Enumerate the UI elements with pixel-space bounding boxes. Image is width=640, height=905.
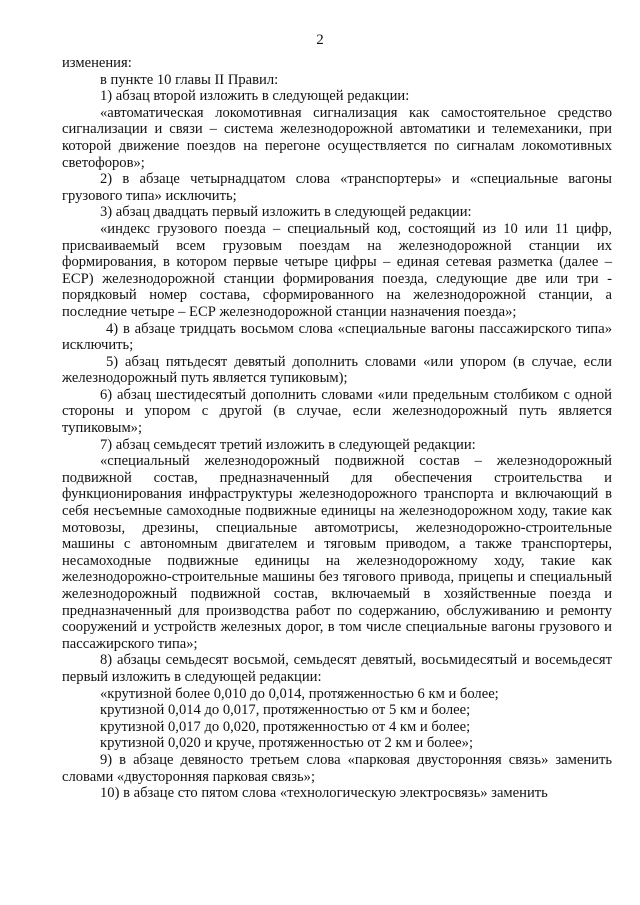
quote-slope-line: крутизной 0,020 и круче, протяженностью от 2 км и более»;: [100, 735, 474, 752]
para-item-10: 10) в абзаце сто пятом слова «технологическую электросвязь» заменить: [100, 785, 548, 802]
para-item-1: 1) абзац второй изложить в следующей редакции:: [100, 88, 410, 105]
para-item-5: 5) абзац пятьдесят девятый дополнить словами «или упором (в случае, если железнодорожный путь является тупиковым);: [62, 353, 612, 387]
quote-slope-line: крутизной 0,014 до 0,017, протяженностью от 5 км и более;: [100, 702, 471, 719]
quote-item-1: «автоматическая локомотивная сигнализация как самостоятельное средство сигнализации и связи – система железнодорожной автоматики и телемеханики, при которой движение поездов на перегоне осуществляется по сигналам локомотивных светофоров»;: [62, 104, 612, 171]
para-continuation: изменения:: [62, 55, 132, 71]
para-item-6: 6) абзац шестидесятый дополнить словами «или предельным столбиком с одной стороны и упором с другой (в случае, если железнодорожный путь является тупиковым»;: [62, 386, 612, 437]
page-number: 2: [316, 32, 324, 48]
quote-slope-line: «крутизной более 0,010 до 0,014, протяженностью 6 км и более;: [100, 685, 499, 702]
para-item-3: 3) абзац двадцать первый изложить в следующей редакции:: [100, 204, 472, 221]
quote-slope-line: крутизной 0,017 до 0,020, протяженностью от 4 км и более;: [100, 718, 471, 735]
quote-item-7: «специальный железнодорожный подвижной состав – железнодорожный подвижной состав, предназначенный для обеспечения строительства и функционирования инфраструктуры железнодорожного транспорта и включающий в себя несъемные самоходные подвижные единицы на железнодорожном ходу, такие как мотовозы, дрезины, специальные автомотрисы, железнодорожно-строительные машины с автономным двигателем и тяговым приводом, а также транспортеры, несамоходные подвижные единицы на железнодорожному ходу, такие как железнодорожно-строительные машины без тягового привода, прицепы и специальный железнодорожный подвижной состав, включаемый в хозяйственные поезда и предназначенный для производства работ по содержанию, обслуживанию и ремонту сооружений и устройств железных дорог, в том числе специальные вагоны грузового и пассажирского типа»;: [62, 453, 612, 652]
para-item-9: 9) в абзаце девяносто третьем слова «парковая двусторонняя связь» заменить словами «двусторонняя парковая связь»;: [62, 751, 612, 785]
para-clause-heading: в пункте 10 главы II Правил:: [100, 71, 279, 88]
document-body: [62, 55, 612, 802]
quote-item-3: «индекс грузового поезда – специальный код, состоящий из 10 или 11 цифр, присваиваемый всем грузовым поездам на железнодорожной станции их формирования, в котором первые четыре цифры – единая сетевая разметка (далее – ЕСР) железнодорожной станции формирования поезда, следующие две или три - порядковый номер состава, сформированного на железнодорожной станции, а последние четыре – ЕСР железнодорожной станции назначения поезда»;: [62, 220, 612, 320]
para-item-7: 7) абзац семьдесят третий изложить в следующей редакции:: [100, 436, 476, 453]
para-item-2: 2) в абзаце четырнадцатом слова «транспортеры» и «специальные вагоны грузового типа» исключить;: [62, 171, 612, 204]
para-item-4: 4) в абзаце тридцать восьмом слова «специальные вагоны пассажирского типа» исключить;: [62, 320, 612, 354]
para-item-8: 8) абзацы семьдесят восьмой, семьдесят девятый, восьмидесятый и восемьдесят первый изложить в следующей редакции:: [62, 652, 612, 685]
